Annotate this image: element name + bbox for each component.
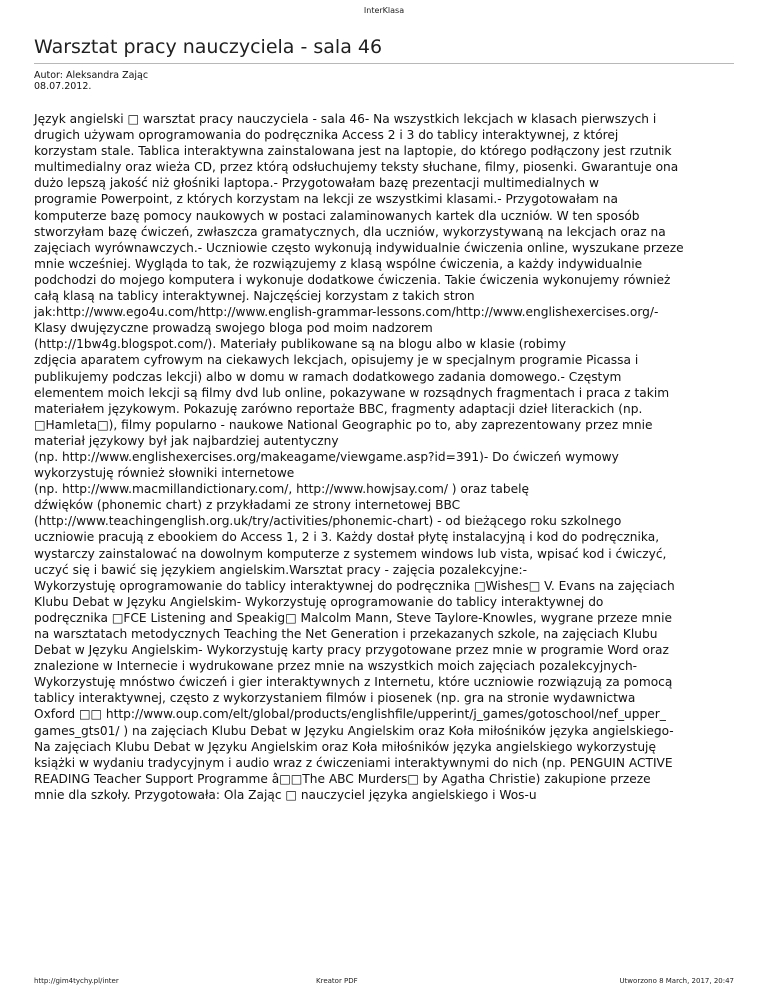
article-line: wystarczy zainstalować na dowolnym komputerze z systemem windows lub vista, wpisać kod i ćwiczyć,	[34, 546, 667, 561]
article-line: (http://www.teachingenglish.org.uk/try/activities/phonemic-chart) - od bieżącego roku szkolnego	[34, 514, 622, 529]
footer-created: Utworzono 8 March, 2017, 20:47	[619, 977, 734, 985]
footer-generator: Kreator PDF	[316, 977, 358, 985]
article-line: publikujemy podczas lekcji) albo w domu w ramach dodatkowego zadania domowego.- Częstym	[34, 369, 622, 384]
article-line: tablicy interaktywnej, często z wykorzystaniem filmów i piosenek (np. gra na stronie wydawnictwa	[34, 691, 636, 706]
site-name-header: InterKlasa	[363, 6, 405, 15]
article-meta	[34, 70, 148, 92]
author-line: Autor: Aleksandra Zając	[34, 70, 149, 81]
article-line: Wykorzystuję mnóstwo ćwiczeń i gier interaktywnych z Internetu, które uczniowie rozwiązują za pomocą	[34, 675, 673, 690]
article-line: Wykorzystuję oprogramowanie do tablicy interaktywnej do podręcznika □Wishes□ V. Evans na zajęciach	[34, 578, 675, 593]
article-line: jak:http://www.ego4u.com/http://www.english-grammar-lessons.com/http://www.englishexercises.org/-	[34, 305, 659, 320]
article-line: mnie wcześniej. Wygląda to tak, że rozwiązujemy z klasą wspólne ćwiczenia, a każdy indywidualnie	[34, 256, 643, 271]
article-line: stworzyłam bazę ćwiczeń, zwłaszcza gramatycznych, dla uczniów, wykorzystywaną na lekcjach oraz na	[34, 224, 666, 239]
article-line: (np. http://www.macmillandictionary.com/, http://www.howjsay.com/ ) oraz tabelę	[34, 482, 530, 497]
article-line: (np. http://www.englishexercises.org/makeagame/viewgame.asp?id=391)- Do ćwiczeń wymowy	[34, 449, 619, 464]
article-line: dźwięków (phonemic chart) z przykładami ze strony internetowej BBC	[34, 498, 461, 513]
article-line: drugich używam oprogramowania do podręcznika Access 2 i 3 do tablicy interaktywnej, z której	[34, 128, 619, 143]
article-line: Klubu Debat w Języku Angielskim- Wykorzystuję oprogramowanie do tablicy interaktywnej do	[34, 594, 604, 609]
article-line: zdjęcia aparatem cyfrowym na ciekawych lekcjach, opisujemy je w specjalnym programie Picassa i	[34, 353, 639, 368]
article-line: dużo lepszą jakość niż głośniki laptopa.- Przygotowałam bazę prezentacji multimedialnych w	[34, 176, 599, 191]
article-line: podręcznika □FCE Listening and Speakig□ Malcolm Mann, Steve Taylore-Knowles, wygrane przeze mnie	[34, 610, 673, 625]
article-line: komputerze bazę pomocy naukowych w postaci zalaminowanych kartek dla uczniów. W ten sposób	[34, 208, 640, 223]
article-line: Debat w Języku Angielskim- Wykorzystuję karty pracy przygotowane przez mnie w programie Word oraz	[34, 643, 669, 658]
article-line: elementem moich lekcji są filmy dvd lub online, pokazywane w rozsądnych fragmentach i praca z takim	[34, 385, 670, 400]
article-line: znalezione w Internecie i wydrukowane przez mnie na wszystkich moich zajęciach pozalekcyjnych-	[34, 659, 638, 674]
article-line: Na zajęciach Klubu Debat w Języku Angielskim oraz Koła miłośników języka angielskiego wykorzystuję	[34, 739, 656, 754]
article-line: mnie dla szkoły. Przygotowała: Ola Zając □ nauczyciel języka angielskiego i Wos-u	[34, 787, 537, 802]
page-footer	[34, 977, 734, 989]
article-line: □Hamleta□), filmy popularno - naukowe National Geographic po to, aby zaprezentowany przez mnie	[34, 417, 653, 432]
article-line: podchodzi do mojego komputera i wykonuje dodatkowe ćwiczenia. Takie ćwiczenia wykonujemy również	[34, 272, 671, 287]
article-line: wykorzystuję również słowniki internetowe	[34, 466, 295, 481]
article-body	[34, 111, 742, 803]
article-line: uczniowie pracują z ebookiem do Access 1, 2 i 3. Każdy dostał płytę instalacyjną i kod do podręcznika,	[34, 530, 660, 545]
article-line: uczyć się i bawić się językiem angielskim.Warsztat pracy - zajęcia pozalekcyjne:-	[34, 562, 528, 577]
article-line: Język angielski □ warsztat pracy nauczyciela - sala 46- Na wszystkich lekcjach w klasach pierwszych i	[34, 112, 657, 126]
footer-url: http://gim4tychy.pl/inter	[34, 977, 119, 985]
article-line: games_gts01/ ) na zajęciach Klubu Debat w Języku Angielskim oraz Koła miłośników języka angielskiego-	[34, 723, 674, 738]
article-line: materiałem językowym. Pokazuję zarówno reportaże BBC, fragmenty adaptacji dzieł literackich (np.	[34, 401, 643, 416]
article-line: Oxford □□ http://www.oup.com/elt/global/products/englishfile/upperint/j_games/gotoschool/nef_upper_	[34, 707, 666, 722]
article-line: całą klasą na tablicy interaktywnej. Najczęściej korzystam z takich stron	[34, 289, 475, 304]
article-line: programie Powerpoint, z których korzystam na lekcji ze wszystkimi klasami.- Przygotowałam na	[34, 192, 618, 207]
article-line: na warsztatach metodycznych Teaching the Net Generation i przekazanych szkole, na zajęciach Klubu	[34, 627, 658, 641]
article-line: multimedialny oraz wieża CD, przez którą odsłuchujemy teksty słuchane, filmy, piosenki. Gwarantuje ona	[34, 160, 679, 175]
page-title: Warsztat pracy nauczyciela - sala 46	[34, 36, 383, 58]
article-line: Klasy dwujęzyczne prowadzą swojego bloga pod moim nadzorem	[34, 321, 433, 336]
publish-date: 08.07.2012.	[34, 81, 92, 92]
article-line: materiał językowy był jak najbardziej autentyczny	[34, 433, 339, 448]
article-line: READING Teacher Support Programme â□□The ABC Murders□ by Agatha Christie) zakupione przeze	[34, 771, 651, 786]
article-line: korzystam stale. Tablica interaktywna zainstalowana jest na laptopie, do którego podłączony jest rzutnik	[34, 144, 672, 159]
title-divider	[34, 63, 734, 64]
article-line: zajęciach wyrównawczych.- Uczniowie często wykonują indywidualnie ćwiczenia online, wyszukane przeze	[34, 240, 684, 255]
article-line: książki w wydaniu tradycyjnym i audio wraz z ćwiczeniami interaktywnymi do nich (np. PENGUIN ACTIVE	[34, 755, 673, 770]
article-line: (http://1bw4g.blogspot.com/). Materiały publikowane są na blogu albo w klasie (robimy	[34, 337, 566, 352]
